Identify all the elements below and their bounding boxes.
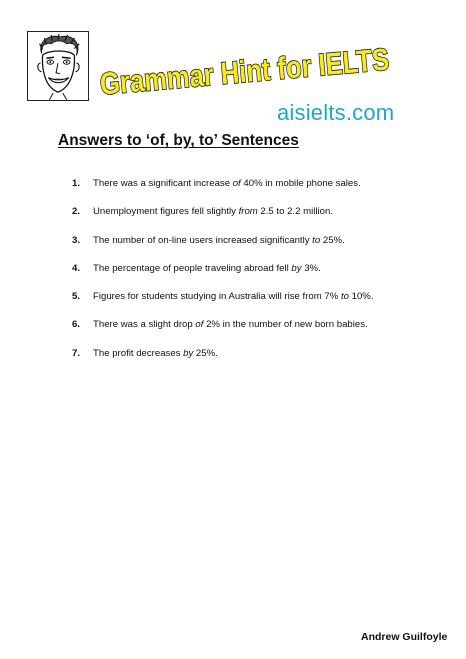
- list-item: [72, 319, 432, 347]
- list-item: [72, 206, 432, 234]
- list-item: [72, 348, 432, 376]
- item-number: 2.: [72, 206, 81, 218]
- list-item: [72, 291, 432, 319]
- site-link[interactable]: aisielts.com: [277, 100, 395, 125]
- item-number: 3.: [72, 234, 81, 246]
- item-number: 1.: [72, 178, 81, 189]
- item-number: 6.: [72, 319, 81, 331]
- item-text: There was a slight drop of 2% in the number of new born babies.: [93, 319, 368, 331]
- title-wordart: [95, 36, 452, 102]
- list-item: [72, 263, 432, 291]
- item-text: The percentage of people traveling abroad fell by 3%.: [93, 262, 321, 274]
- item-text: Unemployment figures fell slightly from 2.5 to 2.2 million.: [93, 206, 333, 218]
- item-text: Figures for students studying in Australia will rise from 7% to 10%.: [93, 291, 374, 303]
- list-item: [72, 178, 432, 206]
- list-item: [72, 235, 432, 263]
- answer-list: [72, 178, 432, 376]
- item-number: 7.: [72, 347, 81, 359]
- item-number: 5.: [72, 291, 81, 303]
- title-banner: [95, 36, 452, 102]
- author-name: Andrew Guilfoyle: [361, 631, 448, 643]
- page-title: Grammar Hint for IELTS: [98, 36, 452, 102]
- item-text: The profit decreases by 25%.: [93, 347, 218, 359]
- item-text: There was a significant increase of 40% in mobile phone sales.: [93, 178, 361, 189]
- item-number: 4.: [72, 262, 81, 274]
- author-portrait: [27, 31, 89, 101]
- section-heading: Answers to ‘of, by, to’ Sentences: [58, 132, 299, 149]
- caricature-face-icon: [28, 32, 88, 100]
- item-text: The number of on-line users increased significantly to 25%.: [93, 234, 345, 246]
